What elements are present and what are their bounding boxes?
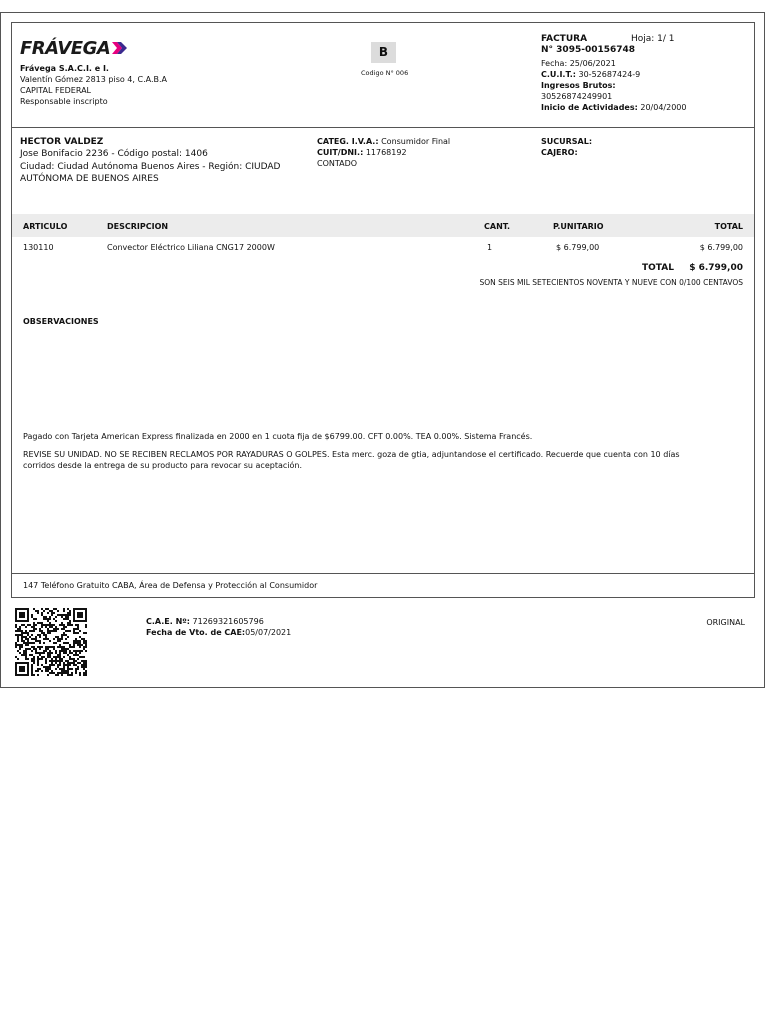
customer-cuit	[317, 147, 407, 158]
invoice-start-activities	[541, 102, 686, 113]
customer-cuit-label: CUIT/DNI.:	[317, 148, 364, 157]
invoice-cuit-value: 30-52687424-9	[575, 70, 641, 79]
branch-label: SUCURSAL:	[541, 137, 593, 146]
invoice-cuit	[541, 69, 640, 80]
grand-total-value: $ 6.799,00	[689, 263, 743, 273]
cae-due-label: Fecha de Vto. de CAE:	[146, 628, 246, 637]
logo-wordmark: FRÁVEGA	[20, 37, 111, 59]
customer-iva-value: Consumidor Final	[378, 137, 451, 146]
invoice-code: Codigo N° 006	[361, 69, 409, 77]
observations-title: OBSERVACIONES	[23, 317, 99, 326]
customer-name: HECTOR VALDEZ	[20, 137, 104, 147]
cae-value: 71269321605796	[189, 617, 264, 626]
invoice-date: Fecha: 25/06/2021	[541, 59, 616, 68]
customer-payment: CONTADO	[317, 159, 358, 168]
consumer-defense-note: 147 Teléfono Gratuito CABA, Área de Defensa y Protección al Consumidor	[23, 581, 318, 590]
customer-city-line1: Ciudad: Ciudad Autónoma Buenos Aires - Región: CIUDAD	[20, 162, 281, 172]
customer-iva-label: CATEG. I.V.A.:	[317, 137, 379, 146]
invoice-iibb-label: Ingresos Brutos:	[541, 81, 616, 90]
company-tax-status: Responsable inscripto	[20, 97, 108, 106]
invoice-start-label: Inicio de Actividades:	[541, 103, 638, 112]
col-article-header: ARTICULO	[23, 222, 68, 231]
col-total-header: TOTAL	[714, 222, 743, 231]
footer-divider	[12, 573, 754, 574]
row-description: Convector Eléctrico Liliana CNG17 2000W	[107, 243, 275, 252]
company-city: CAPITAL FEDERAL	[20, 86, 92, 95]
row-unit-price: $ 6.799,00	[556, 243, 600, 252]
row-qty: 1	[487, 243, 493, 252]
header-divider	[12, 127, 754, 128]
copy-type: ORIGINAL	[706, 618, 745, 627]
invoice-page: Hoja: 1/ 1	[631, 34, 675, 44]
warranty-line-1: REVISE SU UNIDAD. NO SE RECIBEN RECLAMOS POR RAYADURAS O GOLPES. Esta merc. goza de gtia, adjuntandose el certificado. Recuerde que cuenta con 10 días	[23, 450, 680, 459]
amount-in-words: SON SEIS MIL SETECIENTOS NOVENTA Y NUEVE CON 0/100 CENTAVOS	[479, 278, 743, 287]
company-logo	[20, 38, 128, 58]
company-name: Frávega S.A.C.I. e I.	[20, 64, 109, 73]
col-qty-header: CANT.	[484, 222, 511, 231]
invoice-start-value: 20/04/2000	[637, 103, 687, 112]
invoice-iibb-value: 30526874249901	[541, 92, 613, 101]
cae-due-value: 05/07/2021	[245, 628, 292, 637]
cae-number	[146, 616, 264, 627]
payment-note: Pagado con Tarjeta American Express finalizada en 2000 en 1 cuota fija de $6799.00. CFT 0.00%. TEA 0.00%. Sistema Francés.	[23, 432, 533, 441]
cashier-label: CAJERO:	[541, 148, 578, 157]
table-row	[0, 242, 768, 254]
cae-due-date	[146, 627, 291, 638]
logo-chevron-icon	[112, 41, 128, 55]
customer-city-line2: AUTÓNOMA DE BUENOS AIRES	[20, 174, 159, 184]
invoice-number: N° 3095-00156748	[541, 45, 636, 55]
col-description-header: DESCRIPCION	[107, 222, 169, 231]
invoice-cuit-label: C.U.I.T.:	[541, 70, 576, 79]
company-address: Valentín Gómez 2813 piso 4, C.A.B.A	[20, 75, 167, 84]
customer-iva	[317, 136, 450, 147]
qr-code-icon	[15, 608, 87, 676]
row-total: $ 6.799,00	[699, 243, 743, 252]
grand-total-label: TOTAL	[642, 263, 674, 273]
invoice-letter-box: B	[371, 42, 396, 63]
customer-address: Jose Bonifacio 2236 - Código postal: 1406	[20, 149, 208, 159]
row-article: 130110	[23, 243, 54, 252]
warranty-line-2: corridos desde la entrega de su producto para revocar su aceptación.	[23, 461, 302, 470]
customer-cuit-value: 11768192	[363, 148, 407, 157]
col-unit-header: P.UNITARIO	[553, 222, 604, 231]
cae-label: C.A.E. Nº:	[146, 617, 190, 626]
invoice-title: FACTURA	[541, 34, 588, 44]
